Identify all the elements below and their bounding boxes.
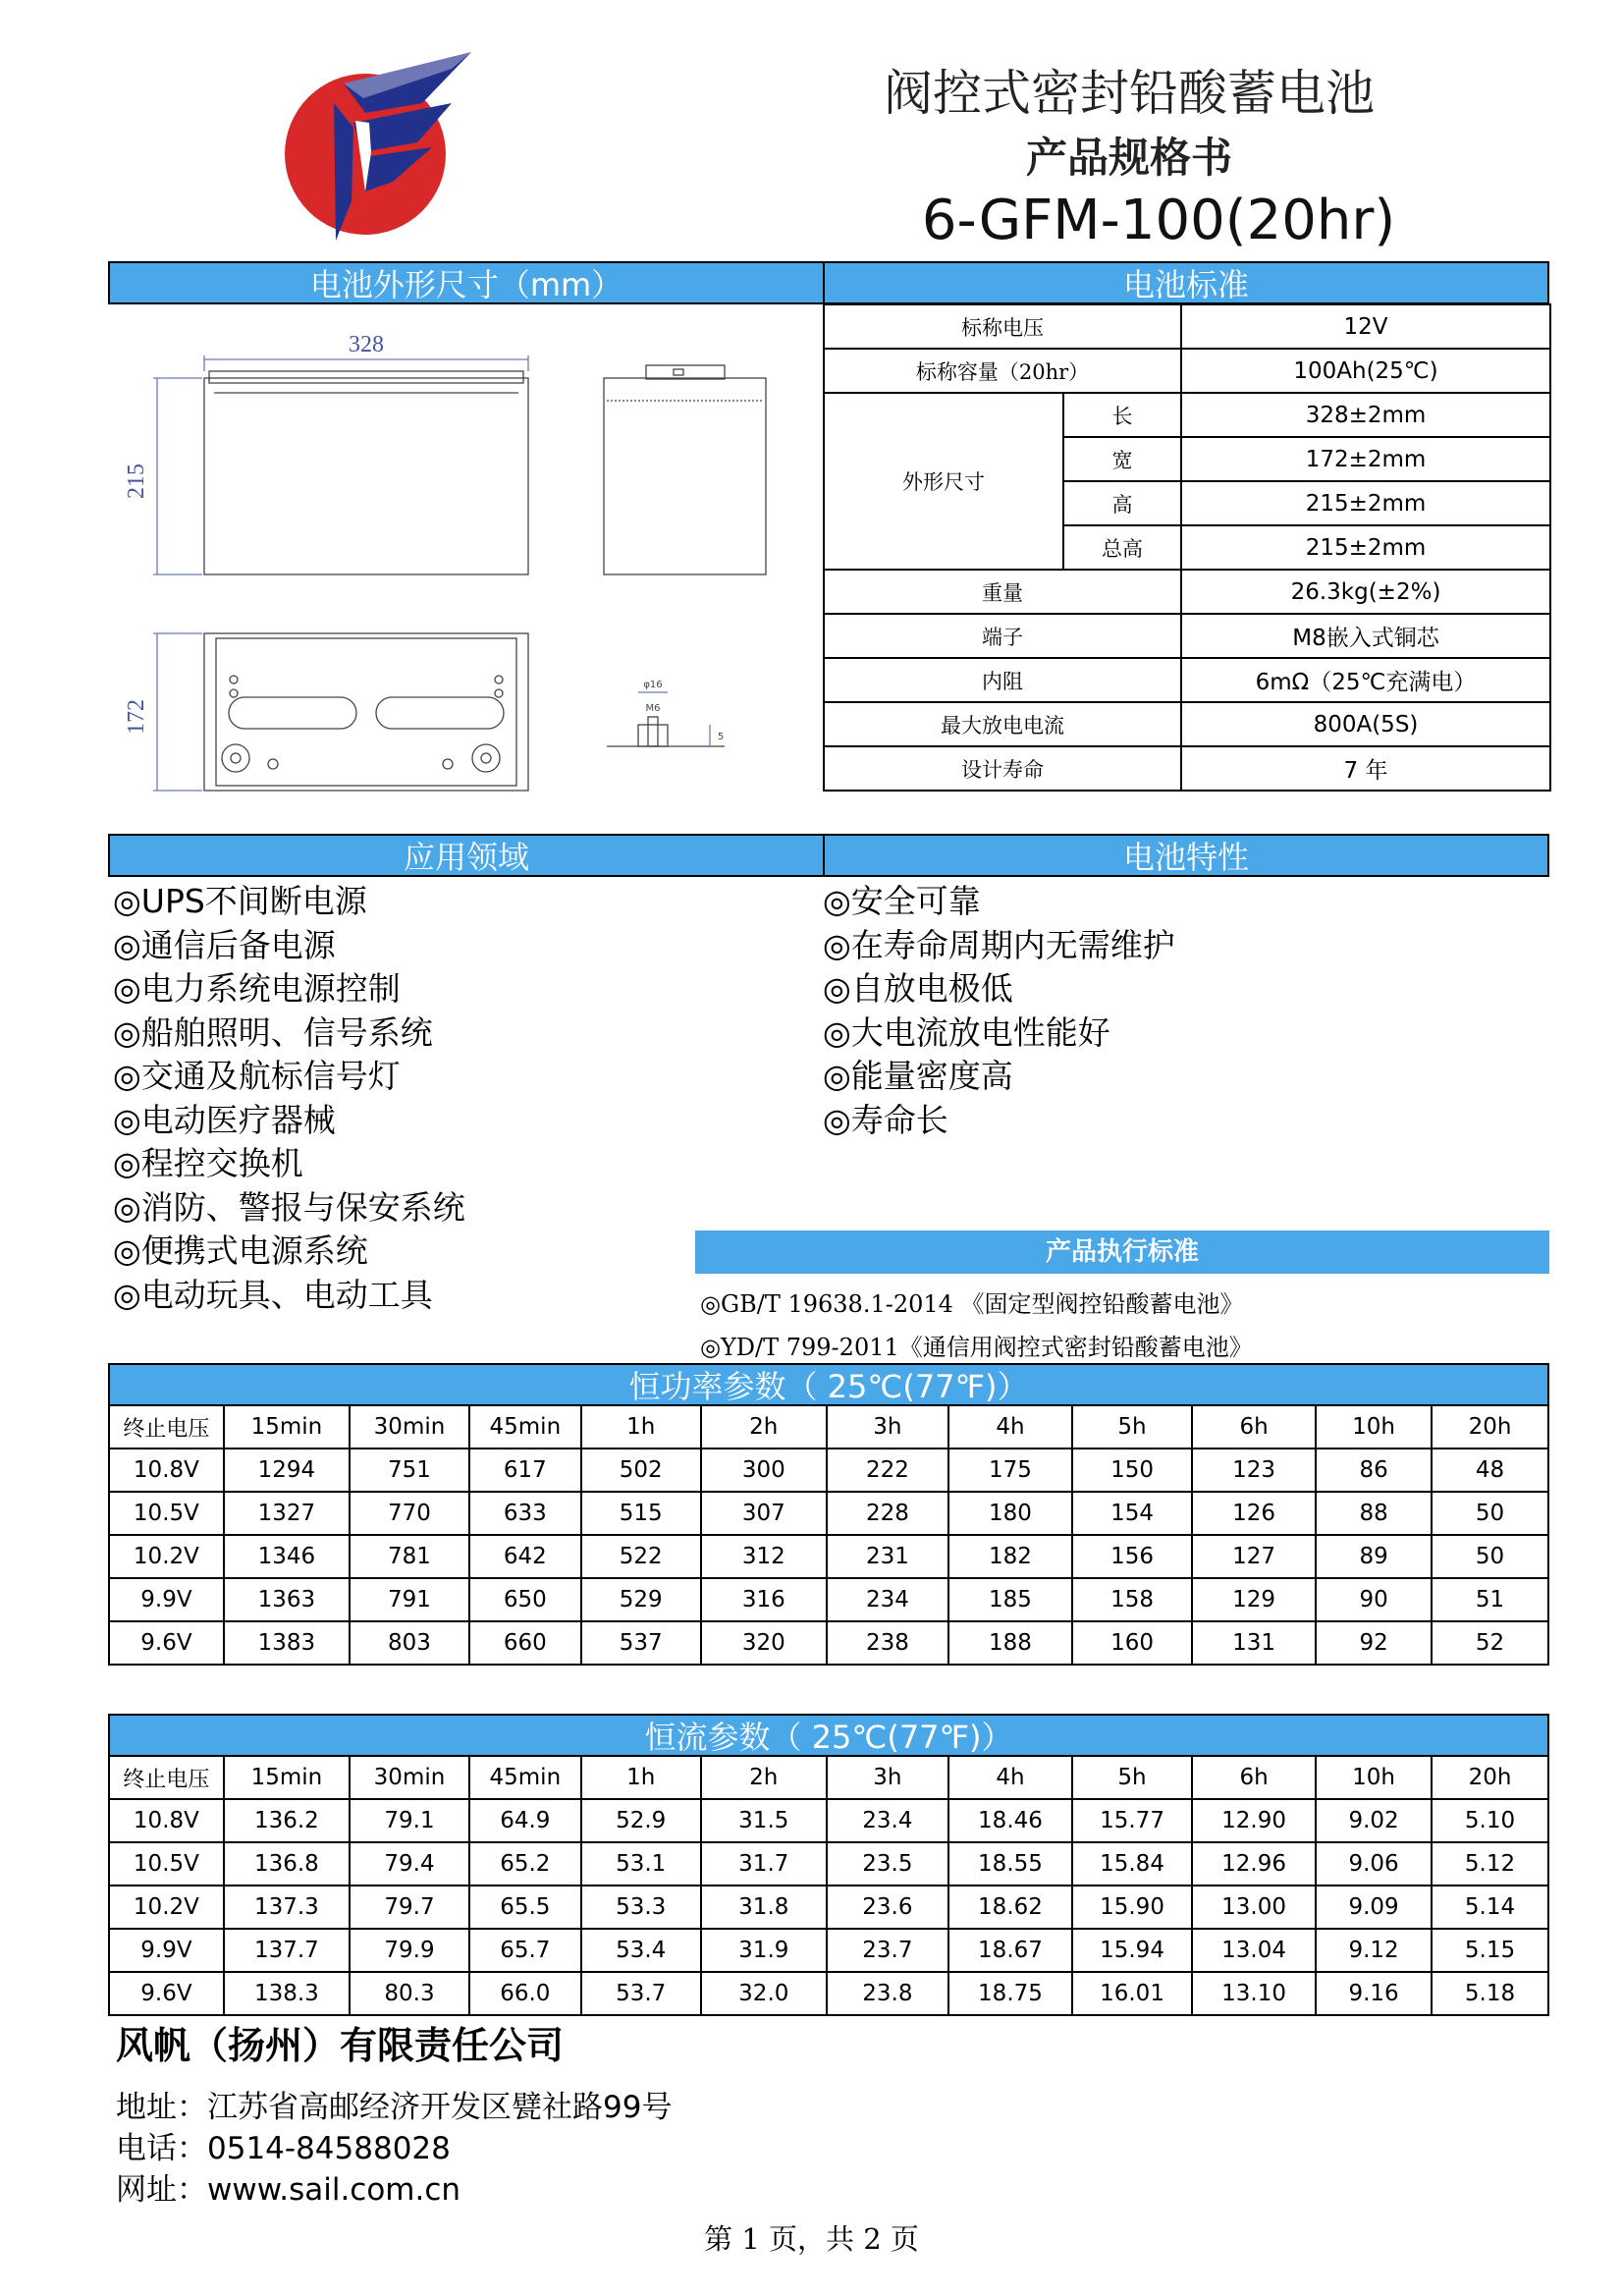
application-item: ◎便携式电源系统	[113, 1231, 368, 1270]
table-cell: 31.5	[701, 1799, 827, 1842]
section-applications-bar: 应用领域	[108, 834, 825, 877]
table-cell: 1294	[224, 1449, 350, 1492]
table-cell: 136.2	[224, 1799, 350, 1842]
table-cell: 751	[350, 1449, 469, 1492]
company-name: 风帆（扬州）有限责任公司	[116, 2024, 565, 2067]
spec-sublabel: 长	[1063, 393, 1181, 437]
spec-value: 328±2mm	[1181, 393, 1550, 437]
table-cell: 16.01	[1072, 1972, 1192, 2015]
table-cell: 10.2V	[109, 1535, 224, 1578]
table-cell: 234	[827, 1578, 948, 1621]
application-item: ◎通信后备电源	[113, 925, 336, 964]
table-cell: 12.96	[1192, 1842, 1316, 1886]
column-header: 终止电压	[109, 1756, 224, 1799]
table-row	[824, 746, 1550, 791]
table-cell: 18.55	[948, 1842, 1072, 1886]
spec-value: 26.3kg(±2%)	[1181, 570, 1550, 614]
table-cell: 9.9V	[109, 1578, 224, 1621]
table-cell: 48	[1432, 1449, 1548, 1492]
table-cell: 1346	[224, 1535, 350, 1578]
column-header: 1h	[581, 1756, 701, 1799]
table-cell: 23.8	[827, 1972, 948, 2015]
table-cell: 9.12	[1316, 1929, 1432, 1972]
table-cell: 80.3	[350, 1972, 469, 2015]
table-cell: 50	[1432, 1492, 1548, 1535]
table-row	[109, 1929, 1548, 1972]
table-cell: 617	[469, 1449, 581, 1492]
spec-value: 215±2mm	[1181, 525, 1550, 570]
doc-title: 阀控式密封铅酸蓄电池	[884, 65, 1375, 122]
column-header: 20h	[1432, 1405, 1548, 1449]
applications-list	[113, 880, 465, 1317]
table-cell: 316	[701, 1578, 827, 1621]
table-cell: 31.8	[701, 1886, 827, 1929]
table-cell: 31.7	[701, 1842, 827, 1886]
table-cell: 188	[948, 1621, 1072, 1665]
table-cell: 231	[827, 1535, 948, 1578]
table-row	[824, 702, 1550, 746]
battery-drawing	[116, 314, 784, 805]
table-cell: 185	[948, 1578, 1072, 1621]
table-cell: 9.16	[1316, 1972, 1432, 2015]
table-cell: 51	[1432, 1578, 1548, 1621]
table-cell: 502	[581, 1449, 701, 1492]
table-cell: 65.5	[469, 1886, 581, 1929]
table-row	[109, 1621, 1548, 1665]
spec-label: 外形尺寸	[824, 393, 1063, 570]
table-row	[109, 1535, 1548, 1578]
table-cell: 65.2	[469, 1842, 581, 1886]
spec-value: 100Ah(25℃)	[1181, 349, 1550, 393]
application-item: ◎电力系统电源控制	[113, 969, 401, 1008]
features-list	[823, 880, 1175, 1142]
table-cell: 131	[1192, 1621, 1316, 1665]
spec-label: 端子	[824, 614, 1181, 658]
table-row	[109, 1886, 1548, 1929]
spec-label: 标称容量（20hr）	[824, 349, 1181, 393]
table-cell: 154	[1072, 1492, 1192, 1535]
table-cell: 23.6	[827, 1886, 948, 1929]
terminal-depth-label: 5	[717, 732, 725, 742]
table-cell: 18.75	[948, 1972, 1072, 2015]
spec-sublabel: 高	[1063, 481, 1181, 525]
table-cell: 9.06	[1316, 1842, 1432, 1886]
table-cell: 529	[581, 1578, 701, 1621]
application-item: ◎电动玩具、电动工具	[113, 1275, 433, 1314]
table-cell: 12.90	[1192, 1799, 1316, 1842]
doc-subtitle: 产品规格书	[1025, 134, 1232, 182]
feature-item: ◎在寿命周期内无需维护	[823, 925, 1175, 964]
application-item: ◎电动医疗器械	[113, 1100, 336, 1139]
column-header: 6h	[1192, 1405, 1316, 1449]
table-cell: 53.1	[581, 1842, 701, 1886]
table-cell: 228	[827, 1492, 948, 1535]
table-row	[824, 658, 1550, 702]
table-cell: 650	[469, 1578, 581, 1621]
table-cell: 9.6V	[109, 1621, 224, 1665]
feature-item: ◎自放电极低	[823, 969, 1013, 1008]
feature-item: ◎大电流放电性能好	[823, 1012, 1110, 1052]
table-cell: 90	[1316, 1578, 1432, 1621]
table-cell: 5.12	[1432, 1842, 1548, 1886]
table-cell: 10.2V	[109, 1886, 224, 1929]
table-cell: 307	[701, 1492, 827, 1535]
table-row	[109, 1578, 1548, 1621]
table-cell: 79.7	[350, 1886, 469, 1929]
spec-value: 12V	[1181, 304, 1550, 349]
table-row	[824, 304, 1550, 349]
feature-item: ◎安全可靠	[823, 882, 981, 920]
column-header: 3h	[827, 1756, 948, 1799]
table-cell: 537	[581, 1621, 701, 1665]
model-number: 6-GFM-100(20hr)	[921, 189, 1396, 252]
spec-sublabel: 宽	[1063, 437, 1181, 481]
table-cell: 10.8V	[109, 1799, 224, 1842]
table-cell: 515	[581, 1492, 701, 1535]
website-link[interactable]: 网址：www.sail.com.cn	[116, 2172, 461, 2208]
table-cell: 32.0	[701, 1972, 827, 2015]
table-cell: 126	[1192, 1492, 1316, 1535]
table-cell: 64.9	[469, 1799, 581, 1842]
table-cell: 10.5V	[109, 1492, 224, 1535]
dim-height-label: 215	[124, 464, 149, 499]
table-row	[109, 1972, 1548, 2015]
column-header: 10h	[1316, 1405, 1432, 1449]
standard-item: ◎YD/T 799-2011《通信用阀控式密封铅酸蓄电池》	[700, 1334, 1253, 1361]
company-logo	[275, 44, 476, 241]
table-cell: 660	[469, 1621, 581, 1665]
table-cell: 150	[1072, 1449, 1192, 1492]
table-cell: 52	[1432, 1621, 1548, 1665]
terminal-thread-label: M6	[645, 703, 661, 714]
section-dimensions-bar: 电池外形尺寸（mm）	[108, 261, 825, 304]
column-header: 30min	[350, 1405, 469, 1449]
table-cell: 88	[1316, 1492, 1432, 1535]
table-cell: 86	[1316, 1449, 1432, 1492]
table-cell: 5.18	[1432, 1972, 1548, 2015]
spec-value: 215±2mm	[1181, 481, 1550, 525]
table-cell: 10.5V	[109, 1842, 224, 1886]
table-cell: 137.7	[224, 1929, 350, 1972]
table-cell: 160	[1072, 1621, 1192, 1665]
column-header: 30min	[350, 1756, 469, 1799]
table-cell: 300	[701, 1449, 827, 1492]
power-table	[108, 1404, 1549, 1666]
table-header-row	[109, 1756, 1548, 1799]
table-cell: 770	[350, 1492, 469, 1535]
table-cell: 156	[1072, 1535, 1192, 1578]
table-cell: 13.04	[1192, 1929, 1316, 1972]
table-cell: 9.9V	[109, 1929, 224, 1972]
table-cell: 180	[948, 1492, 1072, 1535]
table-cell: 92	[1316, 1621, 1432, 1665]
table-cell: 5.10	[1432, 1799, 1548, 1842]
feature-item: ◎寿命长	[823, 1100, 948, 1139]
table-cell: 5.14	[1432, 1886, 1548, 1929]
column-header: 10h	[1316, 1756, 1432, 1799]
table-cell: 1383	[224, 1621, 350, 1665]
table-cell: 312	[701, 1535, 827, 1578]
page-indicator: 第 1 页，共 2 页	[704, 2222, 919, 2256]
table-cell: 9.02	[1316, 1799, 1432, 1842]
table-cell: 138.3	[224, 1972, 350, 2015]
spec-value: 7 年	[1181, 746, 1550, 791]
table-cell: 9.6V	[109, 1972, 224, 2015]
column-header: 2h	[701, 1756, 827, 1799]
table-cell: 23.5	[827, 1842, 948, 1886]
spec-value: 800A(5S)	[1181, 702, 1550, 746]
column-header: 4h	[948, 1405, 1072, 1449]
table-cell: 53.7	[581, 1972, 701, 2015]
table-row	[824, 570, 1550, 614]
column-header: 5h	[1072, 1405, 1192, 1449]
column-header: 15min	[224, 1405, 350, 1449]
application-item: ◎交通及航标信号灯	[113, 1057, 401, 1095]
table-cell: 127	[1192, 1535, 1316, 1578]
table-cell: 522	[581, 1535, 701, 1578]
application-item: ◎程控交换机	[113, 1144, 303, 1182]
table-cell: 791	[350, 1578, 469, 1621]
table-cell: 79.4	[350, 1842, 469, 1886]
spec-value: 172±2mm	[1181, 437, 1550, 481]
application-item: ◎船舶照明、信号系统	[113, 1012, 433, 1052]
table-row	[824, 349, 1550, 393]
phone: 电话：0514-84588028	[116, 2131, 451, 2166]
table-cell: 15.84	[1072, 1842, 1192, 1886]
table-cell: 222	[827, 1449, 948, 1492]
table-cell: 320	[701, 1621, 827, 1665]
table-cell: 52.9	[581, 1799, 701, 1842]
table-header-row	[109, 1405, 1548, 1449]
table-cell: 175	[948, 1449, 1072, 1492]
table-cell: 137.3	[224, 1886, 350, 1929]
power-table-title: 恒功率参数（ 25℃(77℉)）	[108, 1363, 1549, 1406]
table-cell: 129	[1192, 1578, 1316, 1621]
dim-length-label: 328	[349, 332, 384, 357]
table-cell: 238	[827, 1621, 948, 1665]
table-cell: 642	[469, 1535, 581, 1578]
application-item: ◎UPS不间断电源	[113, 882, 367, 920]
table-cell: 803	[350, 1621, 469, 1665]
table-cell: 5.15	[1432, 1929, 1548, 1972]
table-row	[109, 1799, 1548, 1842]
column-header: 20h	[1432, 1756, 1548, 1799]
application-item: ◎消防、警报与保安系统	[113, 1187, 465, 1227]
table-row	[109, 1842, 1548, 1886]
table-cell: 182	[948, 1535, 1072, 1578]
column-header: 45min	[469, 1405, 581, 1449]
table-cell: 53.3	[581, 1886, 701, 1929]
column-header: 15min	[224, 1756, 350, 1799]
column-header: 6h	[1192, 1756, 1316, 1799]
column-header: 5h	[1072, 1756, 1192, 1799]
table-cell: 15.90	[1072, 1886, 1192, 1929]
section-features-bar: 电池特性	[823, 834, 1549, 877]
table-cell: 633	[469, 1492, 581, 1535]
table-cell: 13.10	[1192, 1972, 1316, 2015]
address: 地址：江苏省高邮经济开发区甓社路99号	[116, 2090, 673, 2125]
spec-sublabel: 总高	[1063, 525, 1181, 570]
feature-item: ◎能量密度高	[823, 1057, 1013, 1095]
terminal-diameter-label: φ16	[643, 680, 663, 690]
section-standard-bar: 电池标准	[823, 261, 1549, 304]
table-cell: 781	[350, 1535, 469, 1578]
column-header: 1h	[581, 1405, 701, 1449]
table-cell: 18.46	[948, 1799, 1072, 1842]
table-cell: 13.00	[1192, 1886, 1316, 1929]
spec-value: M8嵌入式铜芯	[1181, 614, 1550, 658]
spec-label: 内阻	[824, 658, 1181, 702]
standard-item: ◎GB/T 19638.1-2014 《固定型阀控铅酸蓄电池》	[700, 1290, 1244, 1318]
column-header: 45min	[469, 1756, 581, 1799]
table-row	[824, 614, 1550, 658]
table-cell: 89	[1316, 1535, 1432, 1578]
table-cell: 158	[1072, 1578, 1192, 1621]
table-cell: 65.7	[469, 1929, 581, 1972]
table-cell: 18.62	[948, 1886, 1072, 1929]
table-cell: 10.8V	[109, 1449, 224, 1492]
table-cell: 31.9	[701, 1929, 827, 1972]
current-table-title: 恒流参数（ 25℃(77℉)）	[108, 1714, 1549, 1757]
spec-label: 最大放电电流	[824, 702, 1181, 746]
column-header: 4h	[948, 1756, 1072, 1799]
spec-label: 设计寿命	[824, 746, 1181, 791]
table-cell: 136.8	[224, 1842, 350, 1886]
table-cell: 9.09	[1316, 1886, 1432, 1929]
table-cell: 79.1	[350, 1799, 469, 1842]
column-header: 3h	[827, 1405, 948, 1449]
table-cell: 18.67	[948, 1929, 1072, 1972]
table-cell: 53.4	[581, 1929, 701, 1972]
table-cell: 1327	[224, 1492, 350, 1535]
table-cell: 66.0	[469, 1972, 581, 2015]
specs-table	[823, 303, 1551, 792]
table-cell: 123	[1192, 1449, 1316, 1492]
spec-label: 重量	[824, 570, 1181, 614]
table-cell: 23.4	[827, 1799, 948, 1842]
dim-width-label: 172	[124, 699, 149, 735]
section-exec-standard-bar: 产品执行标准	[695, 1230, 1549, 1274]
table-cell: 15.77	[1072, 1799, 1192, 1842]
spec-value: 6mΩ（25℃充满电）	[1181, 658, 1550, 702]
table-cell: 79.9	[350, 1929, 469, 1972]
table-row	[824, 393, 1550, 437]
table-cell: 23.7	[827, 1929, 948, 1972]
column-header: 终止电压	[109, 1405, 224, 1449]
table-cell: 15.94	[1072, 1929, 1192, 1972]
column-header: 2h	[701, 1405, 827, 1449]
table-cell: 50	[1432, 1535, 1548, 1578]
spec-label: 标称电压	[824, 304, 1181, 349]
table-row	[109, 1449, 1548, 1492]
table-cell: 1363	[224, 1578, 350, 1621]
current-table	[108, 1755, 1549, 2016]
table-row	[109, 1492, 1548, 1535]
